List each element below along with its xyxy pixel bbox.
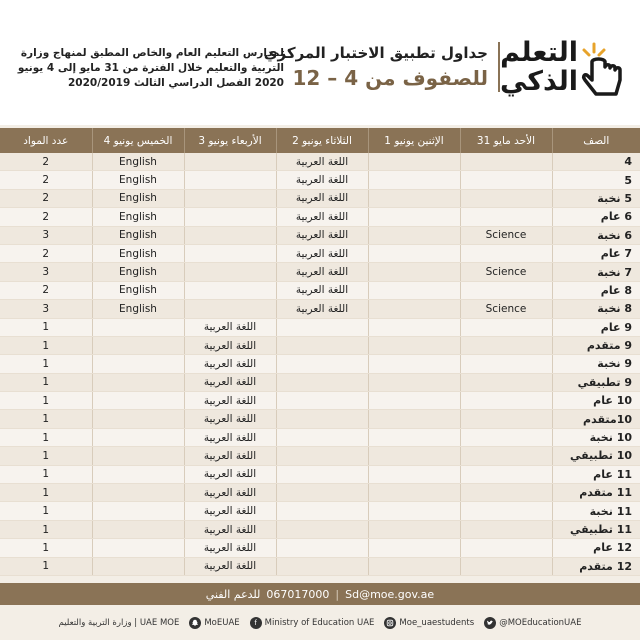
table-cell: 1 <box>0 392 92 410</box>
contact-bar <box>0 583 640 605</box>
table-cell: اللغة العربية <box>276 153 368 171</box>
table-cell: اللغة العربية <box>184 428 276 446</box>
table-cell: اللغة العربية <box>184 410 276 428</box>
table-cell <box>368 484 460 502</box>
grade-cell: 7 نخبة <box>552 263 640 281</box>
table-cell <box>460 208 552 226</box>
grade-cell: 11 تطبيقي <box>552 520 640 538</box>
table-cell <box>368 557 460 575</box>
table-cell <box>460 465 552 483</box>
table-row <box>0 189 640 207</box>
table-cell <box>460 244 552 262</box>
table-cell: 1 <box>0 502 92 520</box>
column-header: الخميس يونيو 4 <box>92 128 184 153</box>
table-cell <box>184 171 276 189</box>
table-cell <box>276 502 368 520</box>
table-cell <box>460 281 552 299</box>
social-link[interactable] <box>59 618 180 628</box>
social-handle: وزارة التربية والتعليم | UAE MOE <box>58 617 180 628</box>
table-cell <box>276 318 368 336</box>
table-cell <box>184 208 276 226</box>
table-cell: English <box>92 281 184 299</box>
table-cell <box>276 336 368 354</box>
grade-cell: 11 متقدم <box>552 484 640 502</box>
table-cell: 1 <box>0 557 92 575</box>
table-cell: English <box>92 153 184 171</box>
table-cell <box>92 355 184 373</box>
column-header: عدد المواد <box>0 128 92 153</box>
grade-cell: 7 عام <box>552 244 640 262</box>
grade-cell: 12 متقدم <box>552 557 640 575</box>
table-cell: اللغة العربية <box>184 373 276 391</box>
grade-cell: 9 عام <box>552 318 640 336</box>
table-cell: English <box>92 226 184 244</box>
table-cell <box>368 244 460 262</box>
table-cell: 3 <box>0 300 92 318</box>
table-cell: 2 <box>0 189 92 207</box>
table-cell <box>368 300 460 318</box>
table-cell <box>184 226 276 244</box>
table-cell <box>276 557 368 575</box>
table-cell: اللغة العربية <box>184 447 276 465</box>
grade-cell: 4 <box>552 153 640 171</box>
table-cell: اللغة العربية <box>184 318 276 336</box>
table-cell <box>460 520 552 538</box>
table-cell: English <box>92 300 184 318</box>
table-row <box>0 447 640 465</box>
table-cell <box>368 520 460 538</box>
table-cell: 3 <box>0 226 92 244</box>
table-row <box>0 208 640 226</box>
grade-cell: 8 عام <box>552 281 640 299</box>
social-link[interactable] <box>189 617 239 629</box>
table-row <box>0 153 640 171</box>
table-row <box>0 557 640 575</box>
grade-cell: 11 عام <box>552 465 640 483</box>
table-cell <box>368 392 460 410</box>
table-cell: 2 <box>0 171 92 189</box>
table-cell: 1 <box>0 539 92 557</box>
table-cell <box>460 447 552 465</box>
table-cell: 2 <box>0 208 92 226</box>
table-cell: 1 <box>0 484 92 502</box>
logo-line-2: الذكي <box>499 66 578 97</box>
table-cell <box>92 520 184 538</box>
table-row <box>0 281 640 299</box>
table-cell <box>276 410 368 428</box>
table-row <box>0 244 640 262</box>
table-cell: 1 <box>0 447 92 465</box>
table-cell <box>368 465 460 483</box>
column-header: الأحد مايو 31 <box>460 128 552 153</box>
table-cell <box>92 318 184 336</box>
table-cell: 1 <box>0 520 92 538</box>
table-row <box>0 300 640 318</box>
table-cell: 1 <box>0 373 92 391</box>
social-link[interactable] <box>384 617 474 629</box>
table-cell <box>92 428 184 446</box>
table-cell <box>460 539 552 557</box>
table-row <box>0 392 640 410</box>
smart-learning-logo <box>499 30 626 105</box>
table-cell: English <box>92 244 184 262</box>
table-cell: 2 <box>0 153 92 171</box>
subtitle <box>14 46 284 91</box>
table-cell <box>368 281 460 299</box>
table-cell <box>460 557 552 575</box>
table-cell <box>276 428 368 446</box>
grade-cell: 10 نخبة <box>552 428 640 446</box>
table-row <box>0 355 640 373</box>
table-cell <box>276 447 368 465</box>
grade-cell: 11 نخبة <box>552 502 640 520</box>
table-cell: 3 <box>0 263 92 281</box>
schedule-table <box>0 128 640 576</box>
table-cell: English <box>92 171 184 189</box>
table-cell: Science <box>460 226 552 244</box>
table-row <box>0 263 640 281</box>
table-cell: Science <box>460 263 552 281</box>
table-cell <box>460 336 552 354</box>
table-cell: 2 <box>0 281 92 299</box>
table-cell: اللغة العربية <box>276 244 368 262</box>
table-cell: اللغة العربية <box>276 171 368 189</box>
table-cell <box>184 263 276 281</box>
table-cell <box>368 502 460 520</box>
table-cell <box>460 410 552 428</box>
table-cell: اللغة العربية <box>276 281 368 299</box>
snapchat-icon <box>189 617 201 629</box>
logo-text <box>500 38 578 96</box>
table-cell <box>92 557 184 575</box>
table-cell <box>368 539 460 557</box>
page-title <box>263 42 500 92</box>
table-row <box>0 484 640 502</box>
table-cell <box>368 208 460 226</box>
table-cell <box>368 263 460 281</box>
table-cell <box>368 410 460 428</box>
table-cell <box>368 447 460 465</box>
table-row <box>0 171 640 189</box>
table-row <box>0 318 640 336</box>
table-cell: 1 <box>0 465 92 483</box>
table-cell: 2 <box>0 244 92 262</box>
social-handle: Moe_uaestudents <box>399 617 475 628</box>
table-row <box>0 502 640 520</box>
social-link[interactable] <box>484 617 581 629</box>
table-cell: اللغة العربية <box>276 263 368 281</box>
table-cell <box>460 153 552 171</box>
table-cell: اللغة العربية <box>184 539 276 557</box>
facebook-icon: f <box>250 617 262 629</box>
support-phone[interactable]: 067017000 <box>266 587 330 601</box>
table-cell: اللغة العربية <box>276 208 368 226</box>
table-cell: اللغة العربية <box>184 502 276 520</box>
table-cell <box>276 392 368 410</box>
table-cell: 1 <box>0 318 92 336</box>
instagram-icon <box>384 617 396 629</box>
social-handle: @MOEducationUAE <box>499 617 582 628</box>
grade-cell: 10 عام <box>552 392 640 410</box>
table-row <box>0 465 640 483</box>
table-cell <box>184 153 276 171</box>
table-cell: اللغة العربية <box>184 336 276 354</box>
table-cell <box>368 189 460 207</box>
table-cell: اللغة العربية <box>276 226 368 244</box>
grade-cell: 9 نخبة <box>552 355 640 373</box>
pointing-hand-icon <box>580 40 626 98</box>
table-cell: 1 <box>0 336 92 354</box>
table-cell <box>460 428 552 446</box>
table-cell: English <box>92 189 184 207</box>
table-row <box>0 226 640 244</box>
support-label: للدعم الفني <box>205 587 261 601</box>
table-cell <box>276 465 368 483</box>
social-bar <box>0 605 640 640</box>
title-line-1: جداول تطبيق الاختبار المركزي <box>263 44 488 62</box>
table-cell <box>368 226 460 244</box>
column-header: الأربعاء يونيو 3 <box>184 128 276 153</box>
grade-cell: 9 متقدم <box>552 336 640 354</box>
table-cell: English <box>92 263 184 281</box>
table-cell: اللغة العربية <box>184 484 276 502</box>
table-cell <box>460 373 552 391</box>
social-link[interactable] <box>250 617 375 629</box>
table-cell <box>368 373 460 391</box>
support-email[interactable]: Sd@moe.gov.ae <box>345 587 435 601</box>
grade-cell: 10متقدم <box>552 410 640 428</box>
table-row <box>0 373 640 391</box>
table-cell <box>92 392 184 410</box>
column-header: الإثنين يونيو 1 <box>368 128 460 153</box>
table-cell <box>460 355 552 373</box>
schedule-table-container <box>0 128 640 576</box>
table-cell <box>276 539 368 557</box>
table-cell <box>460 392 552 410</box>
table-row <box>0 539 640 557</box>
table-cell: اللغة العربية <box>184 465 276 483</box>
grade-cell: 5 نخبة <box>552 189 640 207</box>
table-cell: اللغة العربية <box>184 520 276 538</box>
twitter-icon <box>484 617 496 629</box>
social-handle: MoEUAE <box>204 617 240 628</box>
table-cell <box>276 520 368 538</box>
table-cell: 1 <box>0 410 92 428</box>
table-cell <box>276 355 368 373</box>
social-handle: Ministry of Education UAE <box>264 617 375 628</box>
table-cell <box>92 336 184 354</box>
subtitle-line-3: 2020 الفصل الدراسي الثالث 2020/2019 <box>68 77 284 89</box>
table-cell <box>184 244 276 262</box>
grade-cell: 9 تطبيقي <box>552 373 640 391</box>
table-cell <box>92 539 184 557</box>
table-cell <box>276 484 368 502</box>
table-cell <box>92 447 184 465</box>
table-cell <box>368 428 460 446</box>
table-row <box>0 410 640 428</box>
table-cell: اللغة العربية <box>184 355 276 373</box>
table-cell <box>460 502 552 520</box>
table-cell <box>460 484 552 502</box>
table-cell <box>92 465 184 483</box>
table-cell <box>460 318 552 336</box>
table-cell: اللغة العربية <box>276 300 368 318</box>
table-cell <box>368 355 460 373</box>
table-cell <box>368 336 460 354</box>
subtitle-line-1: لمدارس التعليم العام والخاص المطبق لمنهاج وزارة <box>20 47 284 59</box>
table-cell: 1 <box>0 355 92 373</box>
table-cell <box>368 318 460 336</box>
table-body <box>0 153 640 575</box>
table-row <box>0 336 640 354</box>
table-row <box>0 428 640 446</box>
table-row <box>0 520 640 538</box>
grade-cell: 6 نخبة <box>552 226 640 244</box>
table-cell: اللغة العربية <box>184 557 276 575</box>
table-cell <box>184 300 276 318</box>
table-cell: English <box>92 208 184 226</box>
table-cell <box>460 171 552 189</box>
grade-cell: 12 عام <box>552 539 640 557</box>
table-cell <box>276 373 368 391</box>
column-header: الثلاثاء يونيو 2 <box>276 128 368 153</box>
table-cell <box>184 189 276 207</box>
separator: | <box>335 587 340 601</box>
table-cell <box>184 281 276 299</box>
grade-cell: 8 نخبة <box>552 300 640 318</box>
grade-cell: 6 عام <box>552 208 640 226</box>
table-cell <box>92 410 184 428</box>
table-cell: اللغة العربية <box>276 189 368 207</box>
table-cell <box>368 171 460 189</box>
table-cell <box>92 373 184 391</box>
table-cell: اللغة العربية <box>184 392 276 410</box>
title-line-2: للصفوف من 4 – 12 <box>292 66 488 90</box>
logo-line-1: التعلم <box>500 37 578 68</box>
table-cell <box>368 153 460 171</box>
table-cell <box>460 189 552 207</box>
table-cell: Science <box>460 300 552 318</box>
subtitle-line-2: التربية والتعليم خلال الفترة من 31 مايو إلى 4 يونيو <box>17 62 284 74</box>
table-cell <box>92 502 184 520</box>
column-header: الصف <box>552 128 640 153</box>
grade-cell: 10 تطبيقي <box>552 447 640 465</box>
header <box>0 0 640 125</box>
table-cell <box>92 484 184 502</box>
table-cell: 1 <box>0 428 92 446</box>
table-header-row <box>0 128 640 153</box>
grade-cell: 5 <box>552 171 640 189</box>
